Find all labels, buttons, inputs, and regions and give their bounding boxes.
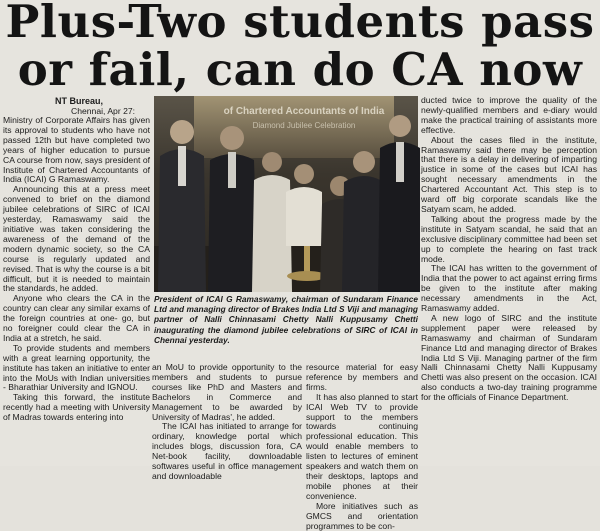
article-column-4 xyxy=(421,96,597,403)
headline-line-2: or fail, can do CA now xyxy=(17,43,583,96)
backdrop-text-2: Diamond Jubilee Celebration xyxy=(252,121,356,130)
byline-dateline: Chennai, Apr 27: xyxy=(71,106,136,116)
paragraph: To provide students and members with a great learning opportunity, the institute has taken an initiative to enter into the MoUs with Indian universities - Bharathiar University and IGNOU. xyxy=(3,342,150,393)
paragraph: The ICAI has initiated to arrange for ordinary, knowledge portal which includes blogs, discussion fora, CA Net-book facility, downloadable softwares useful in office management and downloadable xyxy=(152,421,302,481)
paragraph: ducted twice to improve the quality of the newly-qualified members and e-diary would make the practical training of assistants more effective. xyxy=(421,95,597,135)
paragraph: About the cases filed in the institute, Ramaswamy said there may be perception that there is a delay in delivering of imparting justice in some of the cases but ICAI has sought necessary amendments in the Chartered Accountant Act. This step is to ward off big corporate scandals like the Satyam scam, he added. xyxy=(421,134,597,214)
paragraph: an MoU to provide opportunity to the members and students to pursue courses like PhD and Masters and Bachelors in Commerce and Management to be awarded by University of Madras', he added. xyxy=(152,362,302,422)
paragraph: resource material for easy reference by members and firms. xyxy=(306,362,418,392)
headline-line-1: Plus-Two students pass xyxy=(5,0,595,48)
paragraph: Ministry of Corporate Affairs has given its approval to students who have not passed 12th but have completed two years of higher education to pursue CA course from now, says president of Institute of Chartered Accountants of India (ICAI) G Ramaswamy. xyxy=(3,115,150,185)
paragraph: A new logo of SIRC and the institute supplement paper were released by Ramaswamy and chairman of Sundaram Finance Ltd and managing director of Brakes India Ltd S Viji. Managing partner of the firm Nalli Chinnasami Chetty Nalli Kuppusamy Chetti was also present on the occasion. ICAI also conducts a two-day training programme for the officials of Finance Department. xyxy=(421,312,597,403)
event-photo xyxy=(154,96,418,292)
paragraph: More initiatives such as GMCS and orientation programmes to be con- xyxy=(306,500,418,531)
paragraph: Talking about the progress made by the institute in Satyam scandal, he said that an exclusive disciplinary committee had been set up to complete the hearing on fast track mode. xyxy=(421,213,597,264)
article-column-2 xyxy=(152,363,302,482)
paragraph: Announcing this at a press meet convened to brief on the diamond jubilee celebrations of SIRC of ICAI yesterday, Ramaswamy said the initiative was taken considering the awareness of the demand of the modern dynamic society, so the CA course is regularly updated and revised. That is why the course is a bit difficult, but it is needed to maintain the standards, he added. xyxy=(3,184,150,294)
photo-caption: President of ICAI G Ramaswamy, chairman of Sundaram Finance Ltd and managing director of Brakes India Ltd S Viji and managing partner of Nalli Chinnasami Chetty Nalli Kuppusamy Chetti inaugurating the diamond jubilee celebrations of SIRC of ICAI in Chennai yesterday. xyxy=(154,294,418,345)
article-column-1 xyxy=(3,96,150,423)
byline-bureau: NT Bureau, xyxy=(55,96,104,106)
paragraph: The ICAI has written to the government of India that the power to act against erring firms be given to the institute after making necessary amendments in the Act, Ramaswamy added. xyxy=(421,263,597,314)
paragraph: Anyone who clears the CA in the country can clear any similar exams of the foreign countries at one- go, but no foreigner could clear the CA in India at a stretch, he said. xyxy=(3,293,150,343)
article-column-3 xyxy=(306,363,418,531)
paragraph: Taking this forward, the institute recently had a meeting with University of Madras towards entering into xyxy=(3,392,150,423)
backdrop-text-1: of Chartered Accountants of India xyxy=(223,106,385,117)
paragraph: It has also planned to start ICAI Web TV to provide support to the members towards continuing professional education. This would enable members to listen to lectures of eminent speakers and watch them on their desktops, laptops and mobile phones at their convenience. xyxy=(306,391,418,501)
person-figure xyxy=(286,164,322,246)
